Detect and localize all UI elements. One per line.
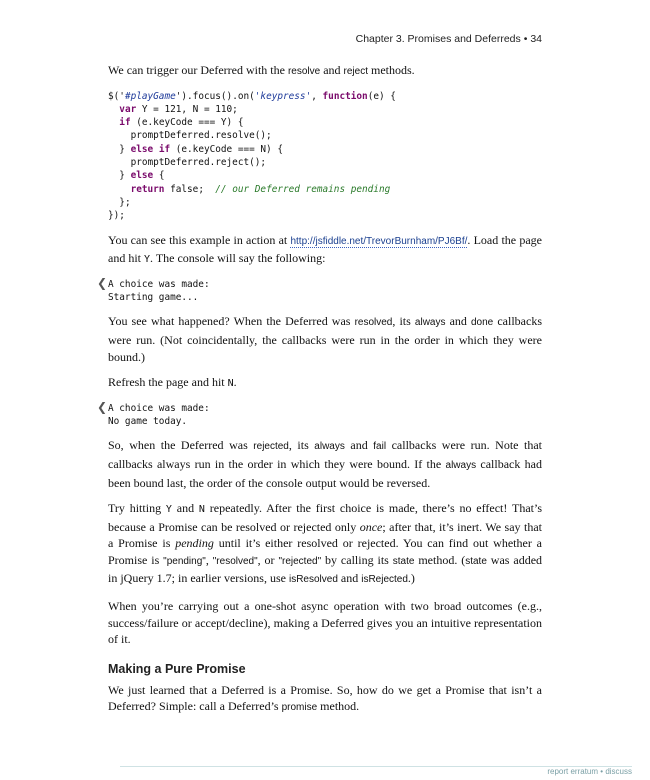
- footer: [547, 767, 632, 776]
- report-erratum-link[interactable]: report erratum: [547, 767, 599, 776]
- paragraph-one-shot: When you’re carrying out a one-shot async operation with two broad outcomes (e.g., success/failure or accept/decline), making a Deferred gives you an intuitive representation of it.: [108, 599, 542, 647]
- page-body: [97, 62, 543, 726]
- paragraph-pure-promise: We just learned that a Deferred is a Promise. So, how do we get a Promise that isn’t a Deferred? Simple: call a Deferred’s promise method.: [108, 682, 542, 714]
- paragraph-jsfiddle: You can see this example in action at http://jsfiddle.net/TrevorBurnham/PJ6Bf/. Load the page and hit Y. The console will say the following:: [108, 232, 542, 266]
- paragraph-pending: Try hitting Y and N repeatedly. After the first choice is made, there’s no effect! That’s because a Promise can be resolved or rejected only once; after that, it’s inert. We say that a Promise is pending until it’s either resolved or rejected. You can find out whether a Promise is "pending", "resolved", or "rejected" by calling its state method. (state was added in jQuery 1.7; in earlier versions, use isResolved and isRejected.): [108, 501, 543, 586]
- paragraph-refresh: Refresh the page and hit N.: [108, 375, 237, 390]
- section-heading: Making a Pure Promise: [108, 661, 246, 676]
- console-output-1: ❮ A choice was made: Starting game...: [97, 275, 210, 304]
- jsfiddle-link[interactable]: http://jsfiddle.net/TrevorBurnham/PJ6Bf/: [290, 235, 468, 247]
- console-output-icon: ❮: [97, 399, 108, 414]
- page-number: 34: [530, 33, 542, 45]
- console-output-2: ❮ A choice was made: No game today.: [97, 399, 210, 428]
- discuss-link[interactable]: discuss: [605, 767, 632, 776]
- paragraph-resolved: You see what happened? When the Deferred was resolved, its always and done callbacks were run. (Not coincidentally, the callbacks were run in the order in which they were bound.): [108, 314, 542, 364]
- paragraph-rejected: So, when the Deferred was rejected, its always and fail callbacks were run. Note that callbacks always run in the order in which they were bound. If the always callback had been bound last, the order of the console output would be reversed.: [108, 438, 543, 490]
- running-header: [356, 33, 542, 45]
- code-listing: $('#playGame').focus().on('keypress', function(e) { var Y = 121, N = 110; if (e.keyCode === Y) { promptDeferred.resolve(); } else if (e.keyCode === N) { promptDeferred.reject(); } else { return false; // our Deferred remains pending }; });: [108, 90, 396, 222]
- header-separator: •: [523, 33, 528, 45]
- footer-separator: •: [600, 767, 604, 776]
- chapter-title: Chapter 3. Promises and Deferreds: [355, 33, 521, 45]
- paragraph-trigger: We can trigger our Deferred with the resolve and reject methods.: [108, 63, 415, 77]
- console-output-icon: ❮: [97, 275, 108, 290]
